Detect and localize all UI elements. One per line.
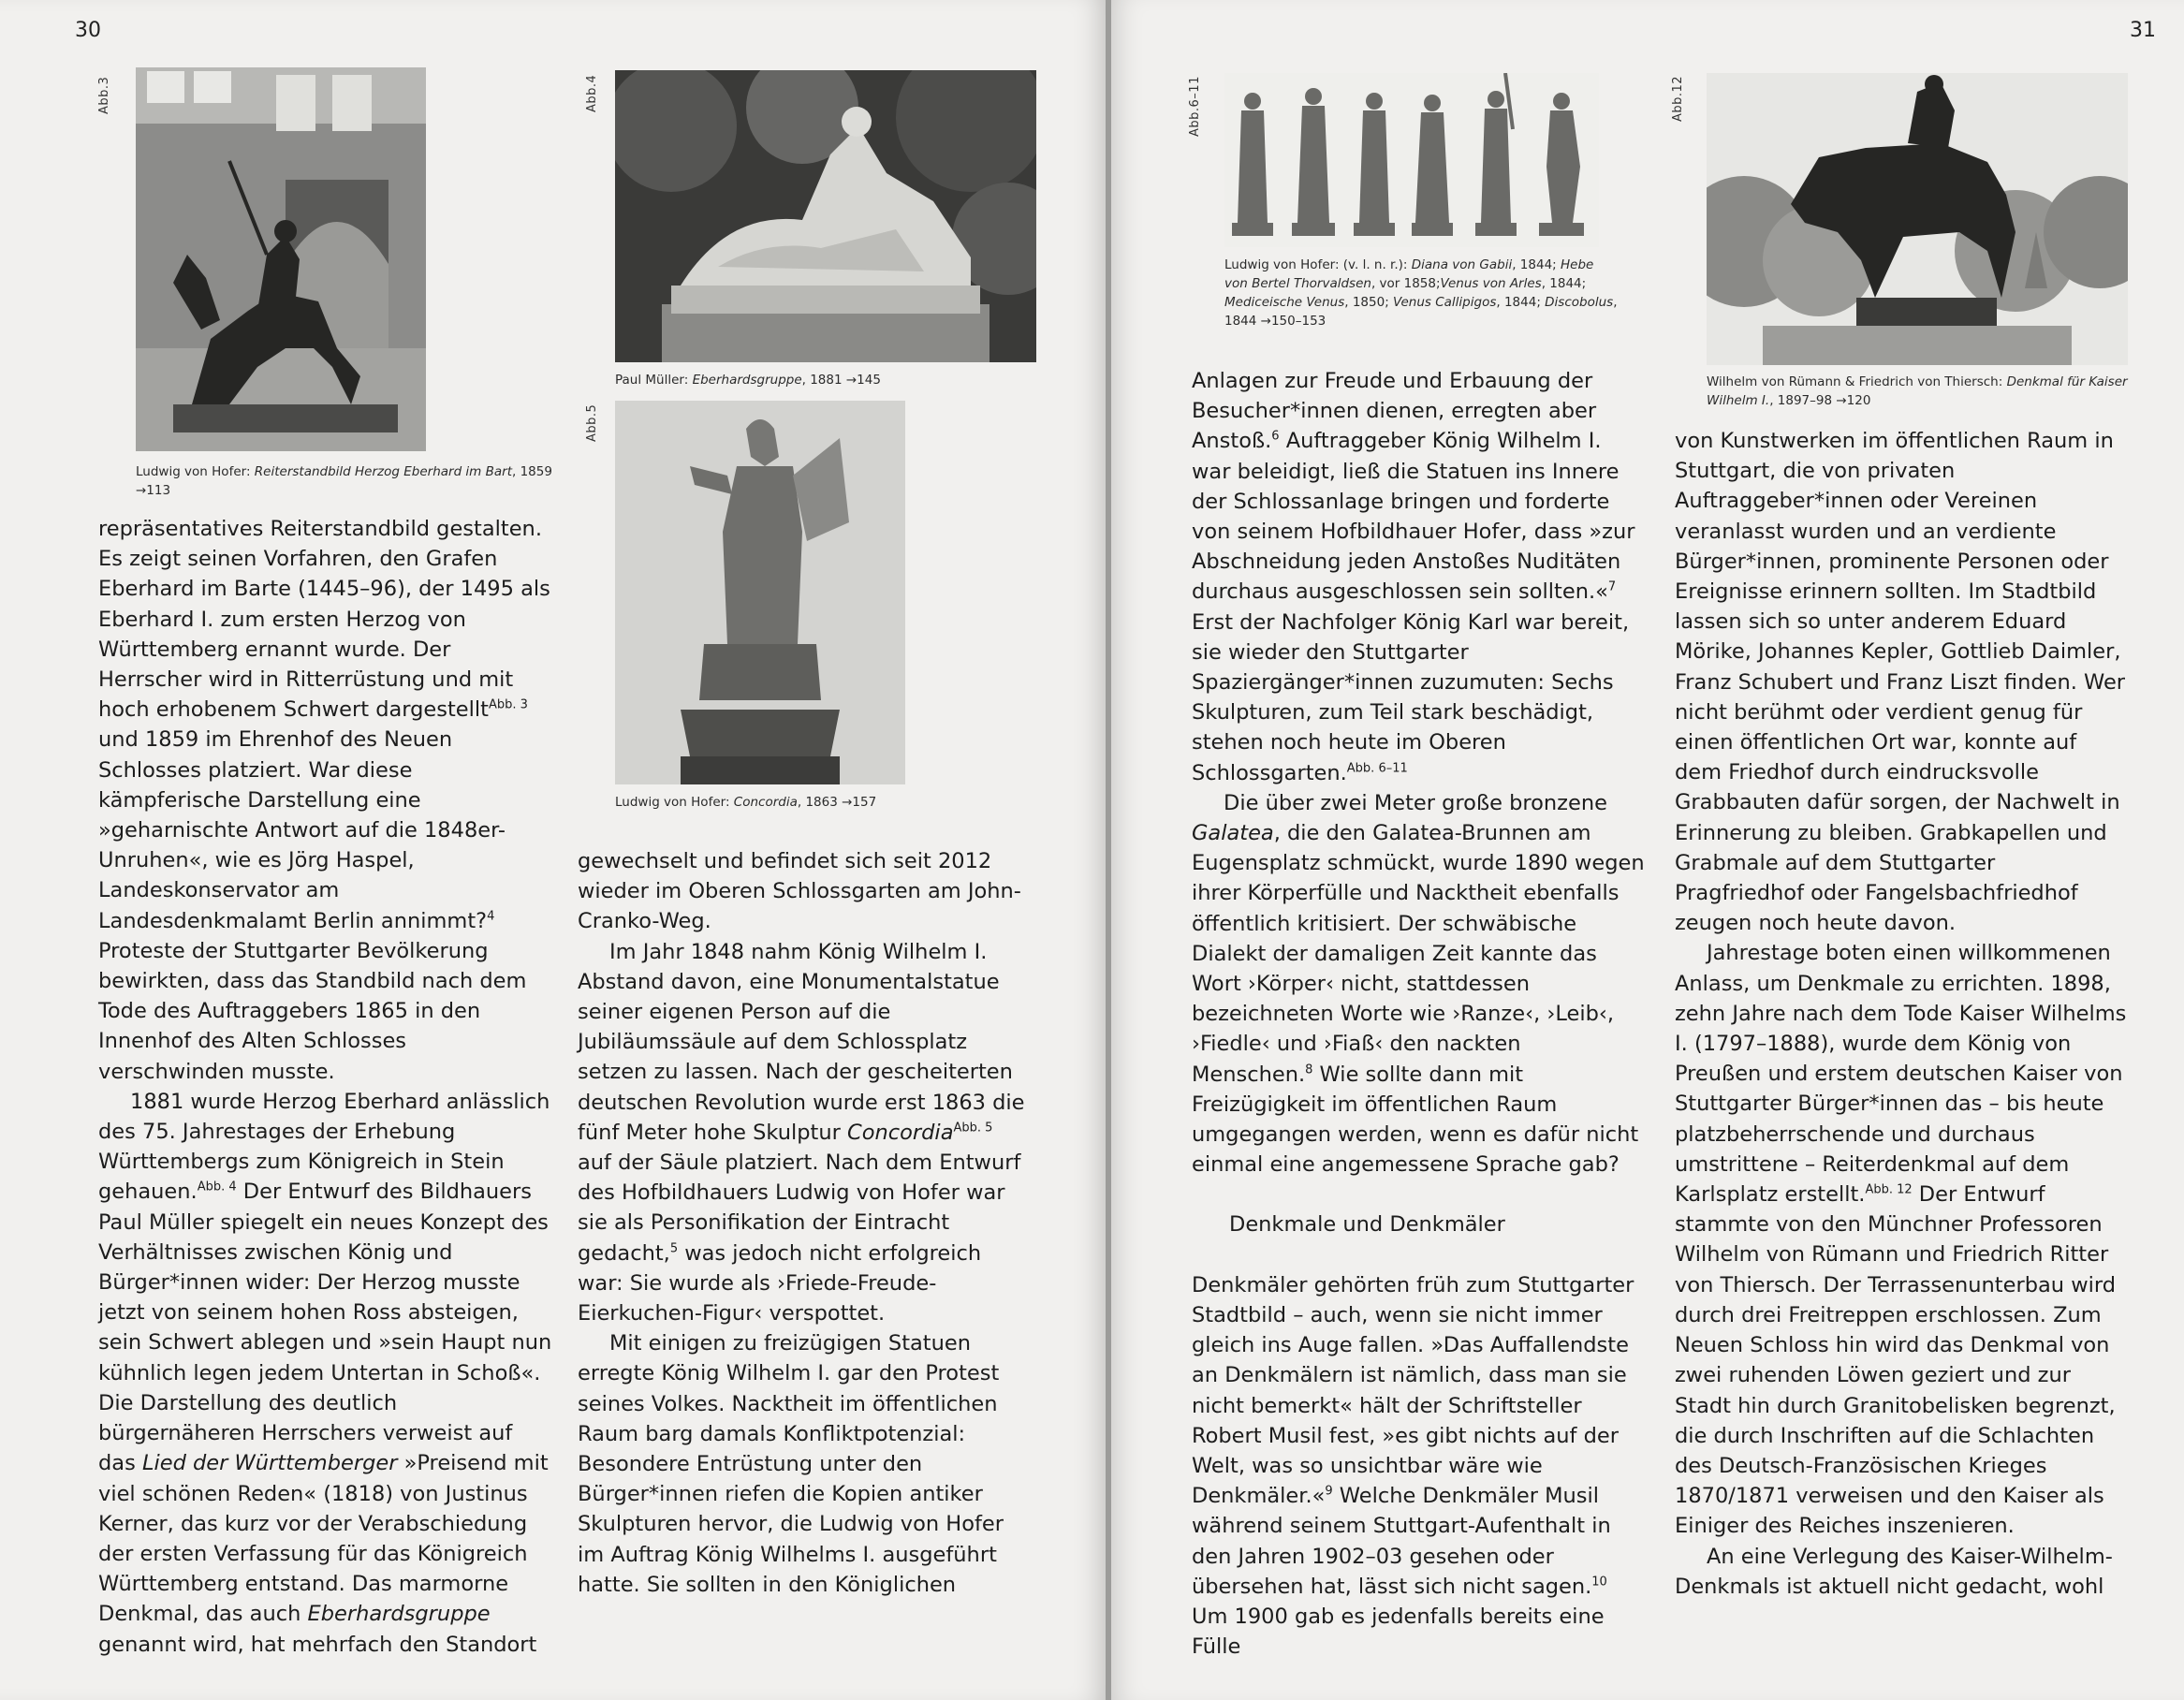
paragraph: repräsentatives Reiterstandbild gestalten. Es zeigt seinen Vorfahren, den Grafen Eberhard im Barte (1445–96), der 1495 als Eberhard I. zum ersten Herzog von Württemberg ernannt wurde. Der Herrscher wird in Ritterrüstung und mit hoch erhobenem Schwert dargestellt$^{Abb. 3}$ und 1859 im Ehrenhof des Neuen Schlosses platziert. War diese kämpferische Darstellung eine »geharnischte Antwort auf die 1848er-Unruhen«, wie es Jörg Haspel, Landeskonservator am Landesdenkmalamt Berlin annimmt?$^4$ Proteste der Stuttgarter Bevölkerung bewirkten, dass das Standbild nach dem Tode des Auftraggebers 1865 in den Innenhof des Alten Schlosses verschwinden musste. — [98, 517, 550, 1084]
paragraph: von Kunstwerken im öffentlichen Raum in Stuttgart, die von privaten Auftraggeber*innen oder Vereinen veranlasst wurden und an verdiente Bürger*innen, prominente Personen oder Ereignisse erinnern sollten. Im Stadtbild lassen sich so unter anderem Eduard Mörike, Johannes Kepler, Gottlieb Daimler, Franz Schubert und Franz Liszt finden. Wer nicht berühmt oder verdient genug für einen öffentlichen Ort war, konnte auf dem Friedhof durch eindrucksvolle Grabbauten dafür sorgen, der Nachwelt in Erinnerung zu bleiben. Grabkapellen und Grabmale auf dem Stuttgarter Pragfriedhof oder Fangelsbachfriedhof zeugen noch heute davon. — [1675, 429, 2126, 936]
concordia-photo — [615, 401, 905, 784]
paragraph: Mit einigen zu freizügigen Statuen erregte König Wilhelm I. gar den Protest seines Volkes. Nacktheit im öffentlichen Raum barg damals Konfliktpotenzial: Besondere Entrüstung unter den Bürger*innen riefen die Kopien antiker Skulpturen hervor, die Ludwig von Hofer im Auftrag König Wilhelms I. ausgeführt hatte. Sie sollten in den Königlichen — [578, 1331, 1004, 1597]
caption-abb6-11: Ludwig von Hofer: (v. l. n. r.): Diana von Gabii, 1844; Hebe von Bertel Thorvaldsen, vor 1858;Venus von Arles, 1844; Mediceische Venus, 1850; Venus Callipigos, 1844; Discobolus, 1844 →150–153 — [1224, 257, 1618, 329]
paragraph: Die über zwei Meter große bronzene Galatea, die den Galatea-Brunnen am Eugensplatz schmückt, wurde 1890 wegen ihrer Körperfülle und Nacktheit ebenfalls öffentlich kritisiert. Der schwäbische Dialekt der damaligen Zeit kannte das Wort ›Körper‹ nicht, stattdessen bezeichneten Worte wie ›Ranze‹, ›Leib‹, ›Fiedle‹ und ›Fiaß‹ den nackten Menschen.$^8$ Wie sollte dann mit Freizügigkeit im öffentlichen Raum umgegangen werden, wenn es dafür nicht einmal eine angemessene Sprache gab? — [1192, 790, 1645, 1178]
figure-label-abb6-11: Abb.6–11 — [1188, 76, 1202, 137]
section-heading: Denkmale und Denkmäler — [1229, 1212, 1505, 1238]
paragraph: Denkmäler gehörten früh zum Stuttgarter Stadtbild – auch, wenn sie nicht immer gleich ins Auge fallen. »Das Auffallendste an Denkmälern ist nämlich, dass man sie nicht bemerkt« hält der Schriftsteller Robert Musil fest, »es gibt nichts auf der Welt, was so unsichtbar wäre wie Denkmäler.«$^9$ Welche Denkmäler Musil während seinem Stuttgart-Aufenthalt in den Jahren 1902–03 gesehen oder übersehen hat, lässt sich nicht sagen.$^{10}$ Um 1900 gab es jedenfalls bereits eine Fülle — [1192, 1272, 1634, 1660]
caption-abb12: Wilhelm von Rümann & Friedrich von Thiersch: Denkmal für Kaiser Wilhelm I., 1897–98 →120 — [1707, 374, 2128, 408]
paragraph: Jahrestage boten einen willkommenen Anlass, um Denkmale zu errichten. 1898, zehn Jahre nach dem Tode Kaiser Wilhelms I. (1797–1888), wurde dem König von Preußen und erstem deutschen Kaiser von Stuttgarter Bürger*innen das – bis heute platzbeherrschende und durchaus umstrittene – Reiterdenkmal auf dem Karlsplatz erstellt.$^{Abb. 12}$ Der Entwurf stammte von den Münchner Professoren Wilhelm von Rümann und Friedrich Ritter von Thiersch. Der Terrassenunterbau wird durch drei Freitreppen erschlossen. Zum Neuen Schloss hin wird das Denkmal von zwei ruhenden Löwen geziert und zur Stadt hin durch Granitobelisken begrenzt, die durch Inschriften auf die Schlachten des Deutsch-Französischen Krieges 1870/1871 verweisen und den Kaiser als Einiger des Reiches inszenieren. — [1675, 941, 2127, 1539]
left-text-column-1 — [98, 514, 553, 1660]
figure-label-abb3: Abb.3 — [97, 76, 111, 114]
figure-label-abb4: Abb.4 — [585, 74, 599, 112]
figure-label-abb5: Abb.5 — [585, 403, 599, 442]
paragraph: An eine Verlegung des Kaiser-Wilhelm-Denkmals ist aktuell nicht gedacht, wohl — [1675, 1544, 2113, 1599]
right-text-column-1 — [1192, 366, 1647, 1662]
eberhardsgruppe-photo — [615, 70, 1036, 362]
paragraph: Im Jahr 1848 nahm König Wilhelm I. Abstand davon, eine Monumentalstatue seiner eigenen Person auf die Jubiläumssäule auf dem Schlossplatz setzen zu lassen. Nach der gescheiterten deutschen Revolution wurde erst 1863 die fünf Meter hohe Skulptur Concordia$^{Abb. 5}$ auf der Säule platziert. Nach dem Entwurf des Hofbildhauers Ludwig von Hofer war sie als Personifikation der Eintracht gedacht,$^5$ was jedoch nicht erfolgreich war: Sie wurde als ›Friede-Freude-Eierkuchen-Figur‹ verspottet. — [578, 939, 1025, 1326]
paragraph: Anlagen zur Freude und Erbauung der Besucher*innen dienen, erregten aber Anstoß.$^6$ Auftraggeber König Wilhelm I. war beleidigt, ließ die Statuen ins Innere der Schlossanlage bringen und forderte von seinem Hofbildhauer Hofer, dass »zur Abschneidung jeden Anstoßes Nuditäten durchaus ausgeschlossen sein sollten.«$^7$ Erst der Nachfolger König Karl war bereit, sie wieder den Stuttgarter Spaziergänger*innen zuzumuten: Sechs Skulpturen, zum Teil stark beschädigt, stehen noch heute im Oberen Schlossgarten.$^{Abb. 6-11}$ — [1192, 369, 1635, 785]
page-number-right: 31 — [2130, 19, 2156, 42]
caption-abb5: Ludwig von Hofer: Concordia, 1863 →157 — [615, 795, 877, 810]
page-number-left: 30 — [75, 19, 101, 42]
six-statues-photo — [1224, 73, 1599, 247]
caption-abb4: Paul Müller: Eberhardsgruppe, 1881 →145 — [615, 373, 881, 388]
paragraph: gewechselt und befindet sich seit 2012 wieder im Oberen Schlossgarten am John-Cranko-Weg. — [578, 849, 1021, 934]
paragraph: 1881 wurde Herzog Eberhard anlässlich des 75. Jahrestages der Erhebung Württembergs zum Königreich in Stein gehauen.$^{Abb. 4}$ Der Entwurf des Bildhauers Paul Müller spiegelt ein neues Konzept des Verhältnisses zwischen König und Bürger*innen wider: Der Herzog musste jetzt von seinem hohen Ross absteigen, sein Schwert ablegen und »sein Haupt nun kühnlich legen jedem Untertan in Schoß«. Die Darstellung des deutlich bürgernäheren Herrschers verweist auf das Lied der Württemberger »Preisend mit viel schönen Reden« (1818) von Justinus Kerner, das kurz vor der Verabschiedung der ersten Verfassung für das Königreich Württemberg entstand. Das marmorne Denkmal, das auch Eberhardsgruppe genannt wird, hat mehrfach den Standort — [98, 1089, 552, 1657]
right-page — [1111, 0, 2184, 1700]
kaiser-wilhelm-monument-photo — [1707, 73, 2128, 365]
figure-label-abb12: Abb.12 — [1671, 75, 1685, 122]
equestrian-statue-photo — [136, 67, 426, 451]
left-text-column-2 — [578, 846, 1033, 1600]
right-text-column-2 — [1675, 426, 2130, 1602]
caption-abb3: Ludwig von Hofer: Reiterstandbild Herzog Eberhard im Bart, 1859 →113 — [136, 464, 552, 498]
